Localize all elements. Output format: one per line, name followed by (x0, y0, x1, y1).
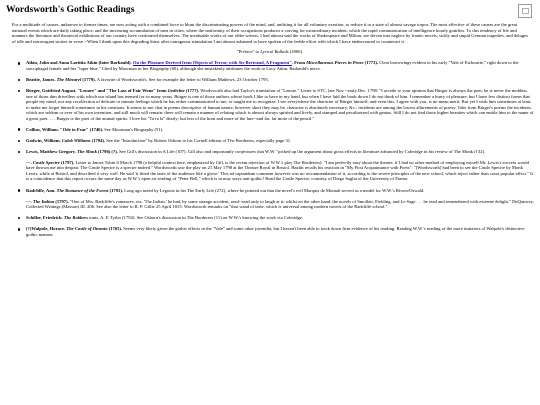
entry-note: See Gill's discussion in A Life (107). Gill also and importantly conjectures that W.W. "picked up the argument about gross effects in literature advanced by Coleridge in his review of The Monk (132). (117, 148, 486, 154)
entry-year: (1773). (363, 60, 379, 66)
list-item (6, 226, 534, 237)
intro-quote: For a multitude of causes, unknown to former times, are now acting with a combined force to blunt the discriminating powers of the mind, and, unfitting it for all voluntary exertion, to reduce it to a state of almost savage torpor. The most effective of these causes are the great national events which are daily taking place, and the increasing accumulation of men in cities, where the uniformity of their occupations produces a craving for extraordinary incident, which the rapid communication of intelligence hourly gratifies. To this tendency of life and manners the literature and theatrical exhibitions of our country have conformed themselves. The invaluable works of our elder writers, I had almost said the works of Shakespeare and Milton, are driven into neglect by frantic novels, sickly and stupid German tragedies, and deluges of idle and extravagant stories in verse.--When I think upon this degrading thirst after outrageous stimulation I am almost ashamed to have spoken of the feeble effort with which I have endeavoured to counteract it . . (12, 22, 528, 44)
quote-source (6, 49, 534, 54)
entry-author: Beattie, James. (26, 76, 56, 82)
entry-work: The Romance of the Forest (55, 187, 109, 193)
list-item (6, 149, 534, 155)
entry-work: Castle Spectre (31, 159, 60, 165)
entry-author: ---. (26, 198, 32, 204)
source-prefix: "Preface" to (236, 49, 261, 55)
entry-note: Clear borrowings evident in his early "Vale of Esthwaite," right down to the sarcophagal female and her "taper blue." Cited by Moorman in her Biography (60), although she mistakenly attributes the work to Lucy Aikin, Barbauld's niece. (26, 60, 519, 71)
list-item (6, 127, 534, 133)
list-item (6, 138, 534, 144)
entry-year: (1791). (108, 187, 123, 193)
entry-collection: Miscellaneous Pieces in Prose (306, 60, 364, 66)
entry-year: (1765). (107, 226, 123, 232)
list-item (6, 199, 534, 210)
entry-author: Collins, William. "Ode to Fear" (26, 126, 89, 132)
entry-note: Seems very likely given the gothic effects in the "Vale" and some other juvenilia, but I haven't been able to track down firm evidence of his reading. Reading W.W.'s reading of the more imitators of Walpole's distinctive gothic manner. (26, 226, 525, 237)
entry-work: The Robbers (62, 215, 88, 221)
entry-work: Caleb Williams (60, 137, 91, 143)
entry-note: A favorite of Wordsworth's. See for example the letter to William Mathews, 23 October 1795. (95, 76, 269, 82)
entry-work: The Castle of Otranto (65, 226, 108, 232)
page (6, 4, 534, 243)
broken-image-icon (518, 4, 532, 18)
entry-note: "One of Mrs. Radcliffe's romances, viz. 'The Italian,' he had, by some strange accident, read--read only to laugh at it; whilst on the other hand, the novels of Smollett, Fielding, and Le Sage . . . he read and remembered with extreme delight." DeQuincey, Collected Writings (Masson) III. 206. See also the letter to R. P. Gillie 25 April 1815: Wordsworth remarks on "that wand of taste, which is universal among modern novels of the Radcliffe school." (26, 198, 534, 210)
entry-link[interactable]: On the Pleasure Derived from Objects of Terror, with Sir Bertrand, A Fragment" (132, 60, 292, 66)
entry-note: Letter to James Tobin 6 March 1798 (a helpful context here, emphasized by Gill, is the recent rejection of W.W.'s play The Borderers): "I am perfectly easy about the theatre, if I had no other method of employing myself Mr. Lewis's success would have thrown me into despair. The Castle Spectre is a spectre indeed." Wordsworth saw the play on 21 May 1798 at the Theatre Royal in Bristol. Hazlitt recalls his reaction in "My First Acquaintance with Poets": "[Wordsworth] had been to see the Castle Spectre by Monk Lewis, while at Bristol, and described it very well. He said 'it fitted the taste of the audience like a glove.' This ad captandum comment however was no recommendation of it, according to the severe principles of the new school, which reject rather than court popular effect." It is a coincidence that this report occurs the same day as W.W.'s open air reading of "Peter Bell," which is in may ways anti-gothic! Read the Castle Spectre, courtesy of Diego Saglia of the University of Parma. (26, 159, 533, 182)
entry-author: Aikin, John and Anna Laetitia Aikin (later Barbauld). (26, 60, 132, 66)
entry-year: (1777). (184, 88, 200, 94)
entry-author: ---. (26, 159, 32, 165)
entry-note: See the "Introduction" by Robert Osborn to his Cornell edition of The Borderers, especially page 31. (105, 137, 292, 143)
entry-note: See Moorman's Biography (51). (103, 126, 164, 132)
entry-work: Gedichte (166, 88, 185, 94)
entry-year: (1794). (90, 137, 106, 143)
entry-author: Radcliffe, Ann. (26, 187, 56, 193)
source-suffix: (1800). (288, 49, 304, 55)
entry-author: (?)Walpole, Horace. (26, 226, 66, 232)
entry-work: The Minstrel (55, 76, 82, 82)
entry-year: (1797). (54, 198, 69, 204)
page-title: Wordsworth's Gothic Readings (6, 4, 135, 15)
list-item (6, 88, 534, 121)
entry-note: Wordsworth also had Taylor's translation of "Lenore." Letter to STC, late Nov.--early Dec. 1798: "I accede to your opinion that Bürger is always the poet; he is never the mobbist, one of those dim drivellers with which our island has teemed for so many years. Bürger is one of those authors whose book I like to have in my hand, but when I have laid the book down I do not think of him. I remember a hurry of pleasure, but I have few distinct forms that people my mind, nor any recollection of delicate or minute feelings which he has either communicated to me, or taught me to recognize. I see everywhere the character of Bürger himself; and even this, I agree with you, is no mean merit. But yet I wish him sometimes at least to make me forget himself sometimes in his creations. It seems to me, that in poems descriptive of human nature, however short they may be, character is absolutely necessary, &c.: incidents are among the lowest allurements of poetry. Take from Bürger's poems the incidents, which are seldom or ever of his own invention, and still much will remain: there will remain a manner of relating which is almost always spirited and lively, and stamped and peculiarized with genius. Still I do not find those higher beauties which can entitle him to the name of a great poet. . . . Burger is the poet of the animal spirits. I love his "Ta ra la" dearly; but less of the horn and more of the lute--and far, far more of the pencil." (26, 88, 534, 121)
entry-year: (1796) (?). (96, 148, 118, 154)
list-item (6, 188, 534, 194)
reading-list (6, 60, 534, 237)
entry-note: Long ago noted by Legouis in his The Early Life (272), where he pointed out that the novel's evil Marquis de Montalt served as a model for W.W.'s Rivers/Oswald. (123, 187, 425, 193)
entry-author: Lewis, Matthew Gregory. (26, 148, 76, 154)
entry-author: Schiller, Friedrich. (26, 215, 63, 221)
entry-author: Bürger, Gottfried August. "Lenore" and "The Lass of Fair Wone" from (26, 88, 167, 94)
entry-year: (1746). (88, 126, 104, 132)
entry-author: Godwin, William. (26, 137, 61, 143)
list-item (6, 160, 534, 182)
source-work: Lyrical Ballads (260, 49, 289, 55)
list-item (6, 215, 534, 221)
entry-work: The Italian (31, 198, 55, 204)
entry-year: (1779). (81, 76, 96, 82)
entry-year: (1797). (59, 159, 75, 165)
entry-note: trans. A. F. Tytler (1792). See Osborn's discussion in The Borderers (11) on W.W.'s knowing the work via Coleridge. (87, 215, 304, 221)
entry-work: The Monk (75, 148, 97, 154)
list-item (6, 77, 534, 83)
list-item: Aikin, John and Anna Laetitia Aikin (later Barbauld). On the Pleasure Derived from Objects of Terror, with Sir Bertrand, A Fragment". From Miscellaneous Pieces in Prose (1773). Clear borrowings evident in his early "Vale of Esthwaite," right down to the sarcophagal female and her "taper blue." Cited by Moorman in her Biography (60), although she mistakenly attributes the work to Lucy Aikin, Barbauld's niece. (6, 60, 534, 71)
